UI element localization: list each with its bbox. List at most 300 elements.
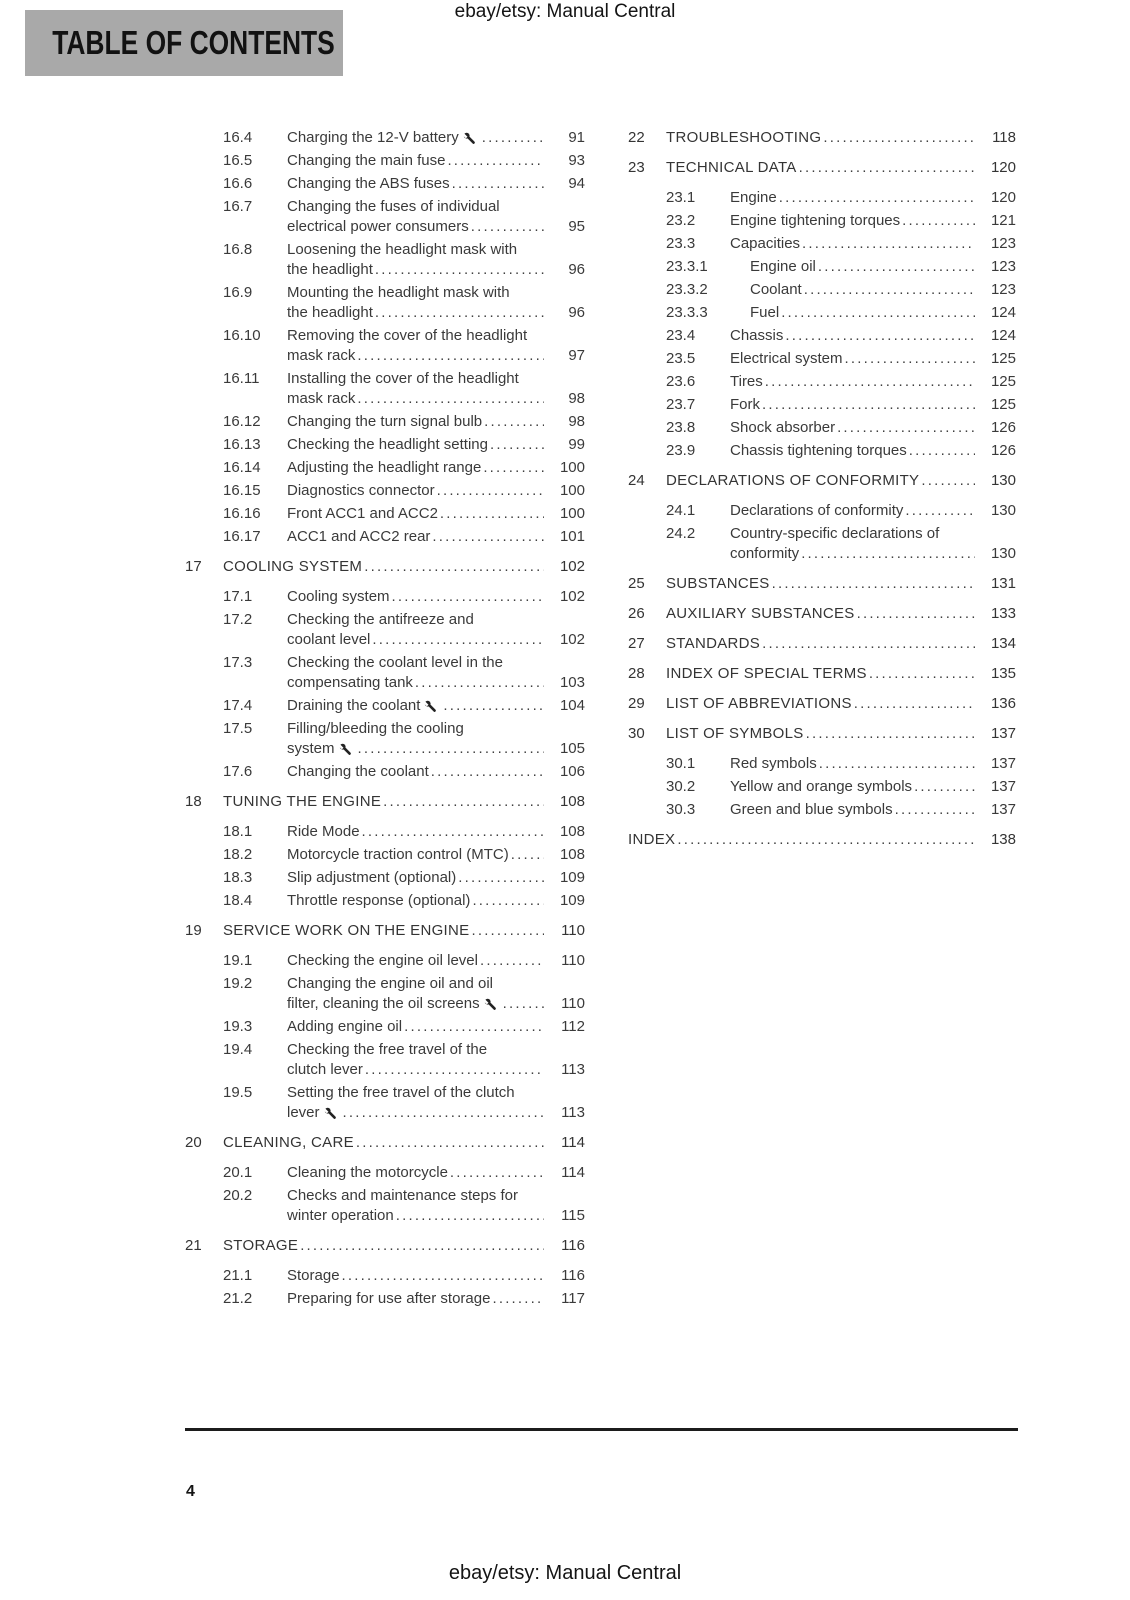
page-ref: 120	[990, 189, 1016, 206]
entry-lastline	[287, 481, 585, 501]
entry-body	[730, 524, 1016, 564]
entry-lastline	[287, 458, 585, 478]
chapter-title: AUXILIARY SUBSTANCES	[666, 605, 855, 622]
toc-chapter-block	[628, 694, 1016, 714]
toc-entry	[185, 435, 585, 455]
entry-lastline	[287, 951, 585, 971]
page-ref: 95	[568, 218, 585, 235]
dot-leader	[356, 1133, 544, 1153]
entry-lastline	[287, 1103, 585, 1123]
entry-number: 23.3.3	[666, 304, 708, 321]
entry-lastline	[287, 1266, 585, 1286]
entry-line: Changing the coolant	[287, 763, 429, 780]
dot-leader	[799, 158, 975, 178]
entry-line: Changing the turn signal bulb	[287, 413, 483, 430]
entry-body	[287, 1266, 585, 1286]
dot-leader	[765, 372, 975, 392]
page-ref: 134	[990, 635, 1016, 652]
entry-line: Filling/bleeding the cooling	[287, 720, 464, 737]
entry-line: Yellow and orange symbols	[730, 778, 913, 795]
toc-chapter-row	[628, 158, 1016, 178]
page-ref: 97	[568, 347, 585, 364]
dot-leader	[823, 128, 975, 148]
entry-line: Chassis tightening torques	[730, 442, 907, 459]
toc-chapter-row	[628, 471, 1016, 491]
page-ref: 101	[559, 528, 585, 545]
entry-number: 19.3	[223, 1018, 253, 1035]
entry-body	[750, 257, 1016, 277]
entry-lastline	[287, 1017, 585, 1037]
entry-line: mask rack	[287, 347, 356, 364]
entry-number: 17.1	[223, 588, 253, 605]
entry-line: Tires	[730, 373, 763, 390]
entry-lastline	[730, 234, 1016, 254]
entry-line: Fuel	[750, 304, 780, 321]
entry-body	[287, 369, 585, 409]
entry-line: the headlight	[287, 304, 373, 321]
entry-number: 16.4	[223, 129, 253, 146]
chapter-title: LIST OF SYMBOLS	[666, 725, 804, 742]
entry-lastline	[287, 303, 585, 323]
page-ref: 104	[559, 697, 585, 714]
toc-chapter-row	[628, 694, 1016, 714]
entry-line: Engine tightening torques	[730, 212, 901, 229]
entry-body	[730, 234, 1016, 254]
wrench-icon	[463, 132, 476, 145]
toc-entry	[628, 418, 1016, 438]
entry-line: Changing the main fuse	[287, 152, 446, 169]
entry-line: Capacities	[730, 235, 801, 252]
toc-entry	[185, 1083, 585, 1123]
page-ref: 125	[990, 373, 1016, 390]
toc-entry	[185, 1163, 585, 1183]
page-ref: 108	[559, 846, 585, 863]
toc-chapter-block	[185, 557, 585, 782]
chapter-title: COOLING SYSTEM	[223, 558, 363, 575]
dot-leader	[372, 630, 544, 650]
entry-lastline	[730, 372, 1016, 392]
entry-line: Country-specific declarations of	[730, 525, 940, 542]
entry-line: the headlight	[287, 261, 373, 278]
entry-line: Checking the coolant level in the	[287, 654, 503, 671]
toc-entry	[185, 412, 585, 432]
page-ref: 117	[561, 1290, 585, 1307]
entry-line: Declarations of conformity	[730, 502, 904, 519]
toc-entry	[185, 1040, 585, 1080]
dot-leader	[837, 418, 975, 438]
entry-lastline	[287, 739, 585, 759]
entry-body	[287, 283, 585, 323]
chapter-title: INDEX	[628, 831, 676, 848]
page-ref: 123	[990, 258, 1016, 275]
dot-leader	[365, 1060, 544, 1080]
dot-leader	[472, 891, 544, 911]
entry-body	[287, 845, 585, 865]
toc-chapter-row	[628, 128, 1016, 148]
chapter-title: TECHNICAL DATA	[666, 159, 797, 176]
entry-line: Adding engine oil	[287, 1018, 403, 1035]
dot-leader	[443, 696, 544, 716]
toc-entry	[628, 441, 1016, 461]
toc-chapter-block	[185, 128, 585, 547]
entry-number: 19.2	[223, 975, 253, 992]
entry-lastline	[287, 630, 585, 650]
entry-number: 19.4	[223, 1041, 253, 1058]
entry-lastline	[287, 504, 585, 524]
toc-entry	[628, 303, 1016, 323]
entry-lastline	[730, 211, 1016, 231]
toc-chapter-block	[628, 471, 1016, 564]
entry-line: compensating tank	[287, 674, 413, 691]
page-ref: 138	[990, 831, 1016, 848]
dot-leader	[503, 994, 544, 1014]
dot-leader	[902, 211, 975, 231]
entry-line: Cooling system	[287, 588, 390, 605]
toc-entry	[185, 719, 585, 759]
entry-body	[287, 458, 585, 478]
entry-line: Electrical system	[730, 350, 843, 367]
toc-entry	[185, 326, 585, 366]
page-ref: 130	[990, 545, 1016, 562]
dot-leader	[779, 188, 975, 208]
entry-body	[287, 1040, 585, 1080]
entry-lastline	[730, 188, 1016, 208]
toc-entry	[185, 587, 585, 607]
toc-entry	[185, 891, 585, 911]
entry-line: Changing the engine oil and oil	[287, 975, 493, 992]
toc-entry	[628, 524, 1016, 564]
page-ref: 98	[568, 413, 585, 430]
wrench-icon	[339, 743, 352, 756]
page-ref: 137	[990, 801, 1016, 818]
toc-entry	[628, 800, 1016, 820]
entry-line: Draining the coolant	[287, 697, 421, 714]
entry-line: Installing the cover of the headlight	[287, 370, 519, 387]
entry-body	[287, 527, 585, 547]
entry-number: 23.8	[666, 419, 696, 436]
page-ref: 135	[990, 665, 1016, 682]
chapter-number: 22	[628, 129, 645, 146]
toc-entry	[185, 822, 585, 842]
toc-entry	[185, 1266, 585, 1286]
chapter-number: 29	[628, 695, 645, 712]
entry-lastline	[730, 418, 1016, 438]
chapter-number: 28	[628, 665, 645, 682]
dot-leader	[909, 441, 975, 461]
page-ref: 93	[568, 152, 585, 169]
entry-lastline	[287, 868, 585, 888]
dot-leader	[362, 822, 544, 842]
entry-line: Red symbols	[730, 755, 817, 772]
entry-line: winter operation	[287, 1207, 394, 1224]
page-ref: 113	[561, 1061, 585, 1078]
entry-line: Ride Mode	[287, 823, 360, 840]
page-ref: 130	[990, 502, 1016, 519]
toc-entry	[185, 1289, 585, 1309]
toc-chapter-block	[628, 724, 1016, 820]
toc-entry	[628, 257, 1016, 277]
chapter-number: 20	[185, 1134, 202, 1151]
entry-lastline	[287, 1206, 585, 1226]
dot-leader	[895, 800, 975, 820]
entry-number: 16.12	[223, 413, 261, 430]
page-ref: 137	[990, 755, 1016, 772]
toc-entry	[628, 777, 1016, 797]
toc-entry	[185, 283, 585, 323]
entry-lastline	[287, 151, 585, 171]
chapter-title: SERVICE WORK ON THE ENGINE	[223, 922, 470, 939]
entry-number: 20.2	[223, 1187, 253, 1204]
page-ref: 112	[561, 1018, 585, 1035]
entry-body	[287, 128, 585, 148]
page-ref: 123	[990, 281, 1016, 298]
chapter-number: 17	[185, 558, 202, 575]
entry-number: 23.3.1	[666, 258, 708, 275]
header-title: ebay/etsy: Manual Central	[454, 1, 676, 22]
entry-body	[287, 1083, 585, 1123]
chapter-number: 24	[628, 472, 645, 489]
chapter-title: LIST OF ABBREVIATIONS	[666, 695, 852, 712]
dot-leader	[357, 346, 544, 366]
entry-lastline	[730, 754, 1016, 774]
page-ref: 114	[561, 1164, 585, 1181]
toc-chapter-block	[628, 128, 1016, 148]
dot-leader	[375, 260, 544, 280]
dot-leader	[375, 303, 544, 323]
page-ref: 113	[561, 1104, 585, 1121]
page-ref: 109	[559, 892, 585, 909]
dot-leader	[482, 128, 544, 148]
toc-chapter-block	[628, 830, 1016, 850]
entry-body	[287, 1289, 585, 1309]
dot-leader	[357, 389, 544, 409]
entry-body	[730, 372, 1016, 392]
entry-line: Setting the free travel of the clutch	[287, 1084, 515, 1101]
page-ref: 108	[559, 823, 585, 840]
toc-column-right	[628, 128, 1016, 860]
dot-leader	[762, 634, 975, 654]
toc-chapter-row	[628, 574, 1016, 594]
toc-entry	[185, 1186, 585, 1226]
toc-entry	[628, 349, 1016, 369]
entry-number: 23.3	[666, 235, 696, 252]
entry-number: 16.10	[223, 327, 261, 344]
toc-chapter-block	[185, 1133, 585, 1226]
entry-lastline	[287, 217, 585, 237]
entry-body	[287, 174, 585, 194]
chapter-number: 23	[628, 159, 645, 176]
page-ref: 100	[559, 482, 585, 499]
entry-number: 20.1	[223, 1164, 253, 1181]
entry-line: Checking the free travel of the	[287, 1041, 488, 1058]
entry-number: 17.2	[223, 611, 253, 628]
page-ref: 102	[559, 631, 585, 648]
page-ref: 116	[561, 1237, 585, 1254]
chapter-number: 25	[628, 575, 645, 592]
page-ref: 108	[559, 793, 585, 810]
chapter-title: STANDARDS	[666, 635, 761, 652]
entry-number: 16.17	[223, 528, 261, 545]
toc-chapter-row	[185, 1133, 585, 1153]
entry-line: Motorcycle traction control (MTC)	[287, 846, 509, 863]
toc-chapter-row	[628, 604, 1016, 624]
dot-leader	[450, 1163, 544, 1183]
dot-leader	[490, 435, 544, 455]
chapter-number: 27	[628, 635, 645, 652]
page-ref: 102	[559, 558, 585, 575]
entry-body	[287, 822, 585, 842]
dot-leader	[772, 574, 975, 594]
dot-leader	[342, 1266, 544, 1286]
entry-number: 23.2	[666, 212, 696, 229]
entry-number: 19.1	[223, 952, 253, 969]
entry-number: 24.2	[666, 525, 696, 542]
entry-body	[287, 974, 585, 1014]
entry-body	[287, 481, 585, 501]
page-ref: 94	[568, 175, 585, 192]
entry-line: Front ACC1 and ACC2	[287, 505, 438, 522]
entry-number: 18.1	[223, 823, 253, 840]
dot-leader	[404, 1017, 544, 1037]
entry-body	[730, 326, 1016, 346]
entry-line: Engine	[730, 189, 777, 206]
page-ref: 110	[561, 922, 585, 939]
toc-entry	[628, 326, 1016, 346]
page-ref: 91	[568, 129, 585, 146]
dot-leader	[415, 673, 544, 693]
entry-line: Shock absorber	[730, 419, 836, 436]
toc-entry	[628, 234, 1016, 254]
entry-body	[730, 211, 1016, 231]
entry-body	[287, 719, 585, 759]
page-ref: 116	[561, 1267, 585, 1284]
entry-body	[750, 280, 1016, 300]
page-ref: 121	[990, 212, 1016, 229]
entry-lastline	[730, 441, 1016, 461]
dot-leader	[452, 174, 544, 194]
entry-lastline	[287, 389, 585, 409]
entry-body	[287, 696, 585, 716]
entry-lastline	[287, 587, 585, 607]
entry-line: Coolant	[750, 281, 802, 298]
entry-number: 23.6	[666, 373, 696, 390]
dot-leader	[819, 754, 975, 774]
page-ref: 106	[559, 763, 585, 780]
page-ref: 103	[559, 674, 585, 691]
entry-line: electrical power consumers	[287, 218, 469, 235]
page-ref: 125	[990, 396, 1016, 413]
entry-lastline	[730, 349, 1016, 369]
dot-leader	[471, 217, 544, 237]
footer-title: ebay/etsy: Manual Central	[448, 1562, 682, 1584]
page-ref: 110	[561, 995, 585, 1012]
dot-leader	[437, 481, 544, 501]
entry-lastline	[287, 174, 585, 194]
chapter-title: INDEX OF SPECIAL TERMS	[666, 665, 867, 682]
footer-rule	[185, 1428, 1018, 1431]
dot-leader	[358, 739, 544, 759]
toc-entry	[185, 481, 585, 501]
entry-body	[730, 418, 1016, 438]
entry-line: Removing the cover of the headlight	[287, 327, 528, 344]
dot-leader	[854, 694, 975, 714]
toc-chapter-block	[185, 1236, 585, 1309]
dot-leader	[364, 557, 544, 577]
entry-number: 18.4	[223, 892, 253, 909]
toc-chapter-row	[185, 792, 585, 812]
entry-lastline	[287, 891, 585, 911]
entry-line: Engine oil	[750, 258, 816, 275]
page-ref: 126	[990, 419, 1016, 436]
dot-leader	[762, 395, 975, 415]
entry-number: 23.4	[666, 327, 696, 344]
chapter-title: TROUBLESHOOTING	[666, 129, 822, 146]
entry-line: Changing the fuses of individual	[287, 198, 500, 215]
dot-leader	[802, 234, 975, 254]
entry-lastline	[730, 326, 1016, 346]
entry-body	[287, 653, 585, 693]
chapter-title: SUBSTANCES	[666, 575, 770, 592]
dot-leader	[921, 471, 975, 491]
dot-leader	[511, 845, 544, 865]
page-ref: 120	[990, 159, 1016, 176]
entry-lastline	[287, 346, 585, 366]
entry-line: Throttle response (optional)	[287, 892, 471, 909]
entry-body	[287, 1163, 585, 1183]
entry-line: Charging the 12-V battery	[287, 129, 459, 146]
toc-entry	[185, 653, 585, 693]
dot-leader	[383, 792, 544, 812]
page-ref: 114	[561, 1134, 585, 1151]
page-ref: 130	[990, 472, 1016, 489]
entry-number: 24.1	[666, 502, 696, 519]
entry-number: 21.2	[223, 1290, 253, 1307]
entry-number: 30.1	[666, 755, 696, 772]
dot-leader	[300, 1236, 544, 1256]
entry-body	[730, 501, 1016, 521]
toc-chapter-block	[185, 792, 585, 911]
page-ref: 124	[990, 327, 1016, 344]
entry-number: 17.5	[223, 720, 253, 737]
chapter-number: 18	[185, 793, 202, 810]
entry-body	[287, 435, 585, 455]
entry-body	[287, 197, 585, 237]
wrench-icon	[424, 700, 437, 713]
entry-line: Diagnostics connector	[287, 482, 435, 499]
entry-lastline	[750, 303, 1016, 323]
entry-line: Adjusting the headlight range	[287, 459, 482, 476]
dot-leader	[905, 501, 975, 521]
page-ref: 96	[568, 261, 585, 278]
toc-entry	[185, 610, 585, 650]
toc-entry	[185, 762, 585, 782]
toc-chapter-row	[628, 634, 1016, 654]
entry-body	[287, 1186, 585, 1226]
toc-entry	[185, 128, 585, 148]
entry-line: Checking the antifreeze and	[287, 611, 474, 628]
entry-body	[730, 800, 1016, 820]
entry-body	[750, 303, 1016, 323]
page-ref: 123	[990, 235, 1016, 252]
entry-lastline	[287, 260, 585, 280]
dot-leader	[492, 1289, 544, 1309]
entry-body	[730, 188, 1016, 208]
entry-number: 16.11	[223, 370, 260, 387]
dot-leader	[845, 349, 975, 369]
entry-lastline	[287, 762, 585, 782]
entry-line: Checking the headlight setting	[287, 436, 488, 453]
entry-body	[287, 868, 585, 888]
